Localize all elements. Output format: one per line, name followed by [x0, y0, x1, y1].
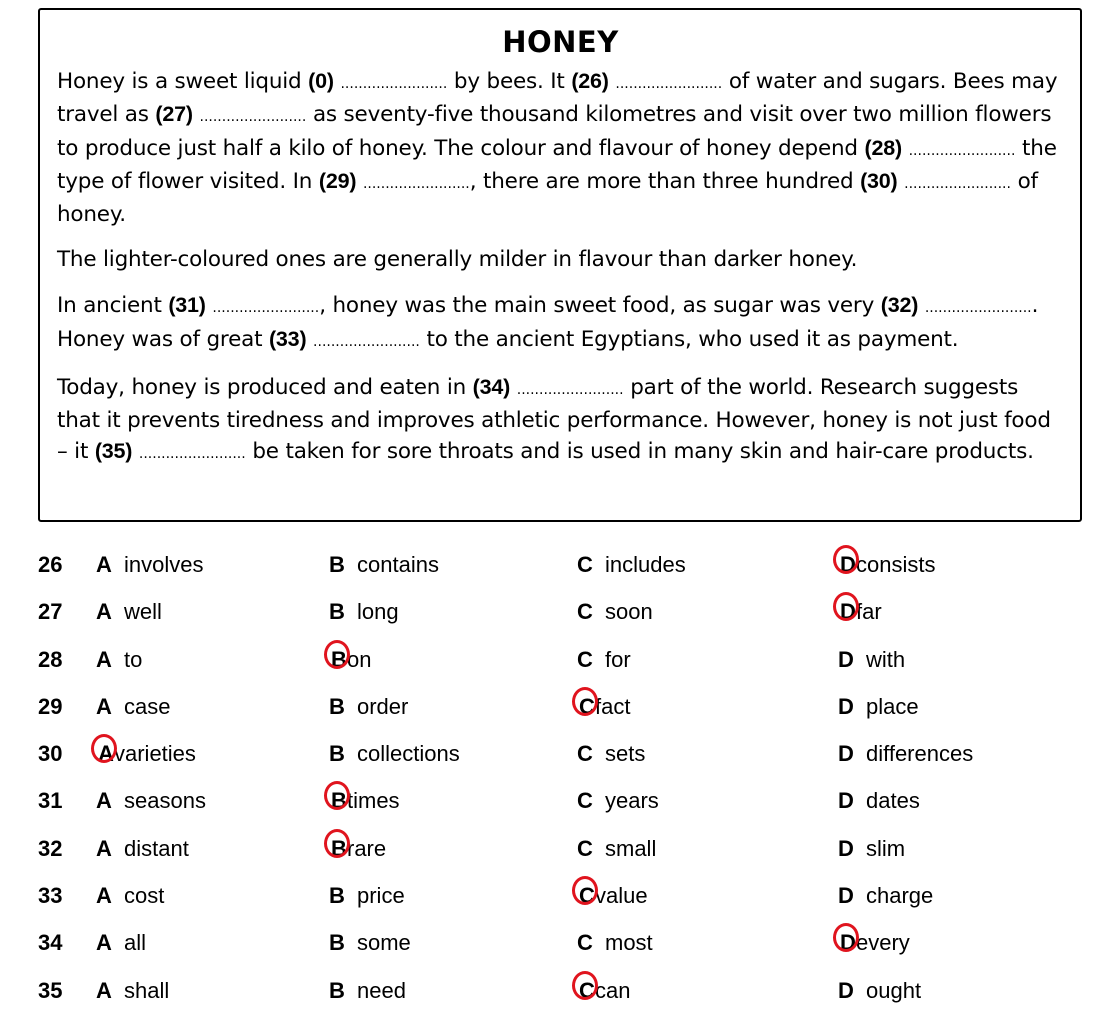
option-word: charge [866, 883, 934, 909]
option-letter-text: A [96, 930, 112, 956]
option-word: ought [866, 977, 922, 1003]
paragraph-4 [57, 372, 1064, 469]
option-letter [96, 552, 116, 578]
option-35-c[interactable] [577, 978, 630, 1004]
option-word: differences [866, 741, 974, 767]
option-word: for [605, 646, 631, 672]
option-letter-text: C [579, 977, 595, 1003]
question-number: 34 [38, 930, 63, 956]
passage-text: Honey is a sweet liquid [57, 69, 309, 94]
question-number: 31 [38, 788, 63, 814]
option-word: with [866, 646, 906, 672]
answer-gap-28: ........................ [908, 142, 1016, 159]
option-letter-text: C [577, 646, 593, 672]
option-letter-text: C [577, 741, 593, 767]
option-letter-text: B [329, 883, 345, 909]
answer-gap-0: ........................ [340, 76, 448, 92]
option-letter-text: D [840, 599, 856, 625]
answer-gap-26: ........................ [615, 76, 723, 92]
option-33-a[interactable] [96, 883, 164, 909]
question-number: 27 [38, 599, 63, 625]
option-letter-text: B [331, 835, 347, 861]
option-letter [577, 741, 597, 767]
option-35-b[interactable] [329, 978, 406, 1004]
gap-number-31: (31) [168, 293, 206, 318]
passage-text: , honey was the main sweet food, as sugar was very [319, 293, 881, 319]
option-word: case [124, 693, 171, 719]
option-word: well [124, 599, 162, 625]
option-29-d[interactable] [838, 694, 919, 720]
option-29-a[interactable] [96, 694, 170, 720]
option-letter-text: A [98, 741, 114, 767]
option-letter [838, 788, 858, 814]
option-30-d[interactable] [838, 741, 973, 767]
option-letter [838, 836, 858, 862]
option-word: contains [357, 552, 439, 577]
option-letter-text: C [579, 883, 595, 909]
passage-text: , there are more than three hundred [469, 169, 861, 195]
question-row-30 [38, 730, 1098, 777]
option-letter [577, 647, 597, 673]
question-number: 26 [38, 552, 63, 577]
answer-gap-29: ........................ [362, 176, 470, 193]
option-word: dates [866, 788, 920, 814]
option-31-b[interactable] [329, 788, 400, 814]
question-row-35 [38, 967, 1098, 1014]
option-31-d[interactable] [838, 788, 920, 814]
option-letter-text: D [838, 788, 854, 814]
option-letter [96, 694, 116, 720]
option-word: every [856, 930, 910, 956]
option-letter-text: D [840, 930, 856, 956]
option-letter-text: B [329, 930, 345, 956]
option-word: varieties [114, 741, 196, 767]
option-31-c[interactable] [577, 788, 659, 814]
option-34-b[interactable] [329, 930, 411, 956]
option-word: soon [605, 599, 653, 625]
question-number: 29 [38, 693, 63, 719]
option-word: need [357, 977, 406, 1003]
question-row-31 [38, 777, 1098, 824]
option-32-b[interactable] [329, 836, 386, 862]
option-word: distant [124, 835, 189, 861]
question-row-29 [38, 683, 1098, 730]
passage-text: In ancient [57, 293, 169, 319]
gap-number-33: (33) [268, 326, 307, 351]
answer-gap-30: ........................ [904, 176, 1011, 193]
gap-number-30: (30) [860, 169, 898, 194]
option-letter [329, 741, 349, 767]
option-letter-text: C [577, 599, 593, 625]
option-letter [840, 552, 854, 578]
option-32-a[interactable] [96, 836, 189, 862]
passage-text: as seventy-five thousand kilometres and visit over two million flowers to produce just half a kilo of honey. The colour and flavour of honey depend [57, 102, 1052, 161]
option-32-c[interactable] [577, 836, 656, 862]
option-letter-text: D [840, 552, 856, 577]
option-word: involves [124, 552, 204, 577]
option-letter-text: D [838, 835, 854, 861]
option-word: on [347, 646, 372, 672]
option-letter-text: B [329, 693, 345, 719]
option-letter-text: A [96, 788, 112, 814]
option-letter [329, 599, 349, 625]
answer-gap-32: ........................ [924, 300, 1032, 317]
option-letter [96, 647, 116, 673]
option-letter [329, 552, 349, 578]
passage-text: Today, honey is produced and eaten in [57, 375, 473, 401]
option-letter [838, 694, 858, 720]
option-letter-text: D [838, 646, 854, 672]
option-word: some [357, 930, 411, 956]
option-word: rare [347, 835, 387, 861]
answer-gap-31: ........................ [212, 300, 320, 317]
option-27-a[interactable] [96, 599, 162, 625]
option-letter [96, 599, 116, 625]
option-letter [329, 930, 349, 956]
option-28-c[interactable] [577, 647, 631, 673]
option-33-c[interactable] [577, 883, 648, 909]
option-letter-text: A [96, 599, 112, 625]
gap-number-26: (26) [571, 69, 609, 93]
gap-number-0: (0) [308, 69, 334, 93]
option-letter [96, 788, 116, 814]
option-letter [577, 552, 597, 578]
option-word: small [605, 835, 657, 861]
option-letter [579, 694, 593, 720]
answer-gap-35: ........................ [138, 446, 246, 463]
option-26-b[interactable] [329, 552, 439, 578]
option-32-d[interactable] [838, 836, 905, 862]
option-letter-text: B [329, 977, 345, 1003]
question-number: 35 [38, 977, 63, 1003]
option-30-b[interactable] [329, 741, 460, 767]
paragraph-2: The lighter-coloured ones are generally milder in flavour than darker honey. [57, 247, 858, 273]
option-34-c[interactable] [577, 930, 653, 956]
option-letter-text: D [838, 693, 854, 719]
option-30-a[interactable] [96, 741, 196, 767]
option-letter-text: B [331, 646, 347, 672]
question-row-26 [38, 541, 1098, 588]
option-31-a[interactable] [96, 788, 206, 814]
option-word: sets [605, 741, 646, 767]
option-word: all [124, 930, 147, 956]
option-letter-text: A [96, 835, 112, 861]
option-letter [331, 647, 345, 673]
option-27-b[interactable] [329, 599, 399, 625]
gap-number-35: (35) [94, 439, 133, 464]
option-letter [840, 930, 854, 956]
paragraph-3 [57, 290, 1064, 357]
option-word: shall [124, 977, 170, 1003]
question-number: 33 [38, 883, 63, 909]
option-27-d[interactable] [838, 599, 882, 625]
passage-text: . Honey was of great [57, 293, 1039, 352]
option-word: far [856, 599, 882, 625]
option-letter [838, 647, 858, 673]
option-35-a[interactable] [96, 978, 169, 1004]
passage-text: to the ancient Egyptians, who used it as payment. [419, 326, 959, 352]
option-word: includes [605, 552, 686, 577]
option-letter-text: C [577, 835, 593, 861]
option-34-a[interactable] [96, 930, 146, 956]
option-letter-text: B [329, 599, 345, 625]
option-letter [96, 883, 116, 909]
option-letter [98, 741, 112, 767]
gap-number-34: (34) [472, 375, 511, 400]
option-word: collections [357, 741, 460, 767]
option-letter [96, 978, 116, 1004]
option-letter [838, 741, 858, 767]
option-letter [329, 978, 349, 1004]
option-word: to [124, 646, 143, 672]
option-letter-text: C [579, 693, 595, 719]
option-letter [577, 599, 597, 625]
option-28-d[interactable] [838, 647, 905, 673]
option-letter-text: D [838, 741, 854, 767]
option-35-d[interactable] [838, 978, 921, 1004]
option-letter-text: D [838, 977, 854, 1003]
option-26-c[interactable] [577, 552, 686, 578]
option-letter [577, 788, 597, 814]
paragraph-1 [57, 66, 1064, 230]
option-letter [840, 599, 854, 625]
option-letter [579, 883, 593, 909]
option-letter-text: B [329, 741, 345, 767]
passage-box [38, 8, 1082, 522]
option-26-a[interactable] [96, 552, 203, 578]
option-word: slim [866, 835, 906, 861]
option-word: price [357, 883, 405, 909]
gap-number-27: (27) [155, 102, 193, 127]
passage-text: the type of flower visited. In [57, 135, 1057, 195]
answer-gap-27: ........................ [199, 109, 307, 126]
option-letter [329, 694, 349, 720]
option-letter-text: A [96, 693, 112, 719]
option-word: value [595, 883, 648, 909]
passage-text: by bees. It [447, 69, 572, 94]
option-letter [331, 788, 345, 814]
option-letter [329, 883, 349, 909]
passage-text: part of the world. Research suggests that it prevents tiredness and improves athletic performance. However, honey is not just food – it [57, 375, 1051, 465]
option-34-d[interactable] [838, 930, 910, 956]
option-word: years [605, 788, 659, 814]
option-word: can [595, 977, 631, 1003]
option-letter-text: A [96, 552, 112, 577]
option-word: consists [856, 552, 936, 577]
option-33-b[interactable] [329, 883, 405, 909]
question-list [38, 541, 1098, 1014]
option-letter [96, 836, 116, 862]
option-word: cost [124, 883, 165, 909]
gap-number-32: (32) [880, 293, 919, 318]
option-letter-text: B [329, 552, 345, 577]
option-word: fact [595, 693, 631, 719]
passage-text: of honey. [57, 169, 1038, 227]
option-letter-text: C [577, 552, 593, 577]
option-letter [577, 836, 597, 862]
option-letter [331, 836, 345, 862]
option-word: long [357, 599, 399, 625]
passage-text: be taken for sore throats and is used in many skin and hair-care products. [245, 439, 1034, 465]
option-letter [579, 978, 593, 1004]
option-letter-text: B [331, 788, 347, 814]
question-number: 28 [38, 646, 63, 672]
question-row-32 [38, 825, 1098, 872]
question-row-28 [38, 636, 1098, 683]
option-letter-text: A [96, 883, 112, 909]
option-letter-text: D [838, 883, 854, 909]
answer-gap-33: ........................ [313, 333, 420, 350]
option-letter [838, 883, 858, 909]
question-row-33 [38, 872, 1098, 919]
option-word: order [357, 693, 409, 719]
option-30-c[interactable] [577, 741, 645, 767]
passage-text: of water and sugars. Bees may travel as [57, 69, 1058, 128]
option-word: place [866, 693, 919, 719]
question-row-34 [38, 919, 1098, 966]
answer-gap-34: ........................ [516, 382, 624, 399]
option-27-c[interactable] [577, 599, 653, 625]
option-word: seasons [124, 788, 206, 814]
question-row-27 [38, 588, 1098, 635]
passage-title: HONEY [502, 25, 619, 59]
option-letter-text: C [577, 930, 593, 956]
option-letter-text: A [96, 646, 112, 672]
option-letter-text: C [577, 788, 593, 814]
option-letter [96, 930, 116, 956]
question-number: 32 [38, 835, 63, 861]
option-letter [838, 978, 858, 1004]
option-letter [577, 930, 597, 956]
question-number: 30 [38, 741, 63, 767]
option-33-d[interactable] [838, 883, 933, 909]
option-26-d[interactable] [838, 552, 935, 578]
option-word: times [347, 788, 400, 814]
gap-number-29: (29) [318, 169, 357, 194]
gap-number-28: (28) [864, 135, 902, 160]
option-29-c[interactable] [577, 694, 630, 720]
option-28-a[interactable] [96, 647, 142, 673]
option-29-b[interactable] [329, 694, 408, 720]
option-word: most [605, 930, 653, 956]
option-letter-text: A [96, 977, 112, 1003]
option-28-b[interactable] [329, 647, 371, 673]
